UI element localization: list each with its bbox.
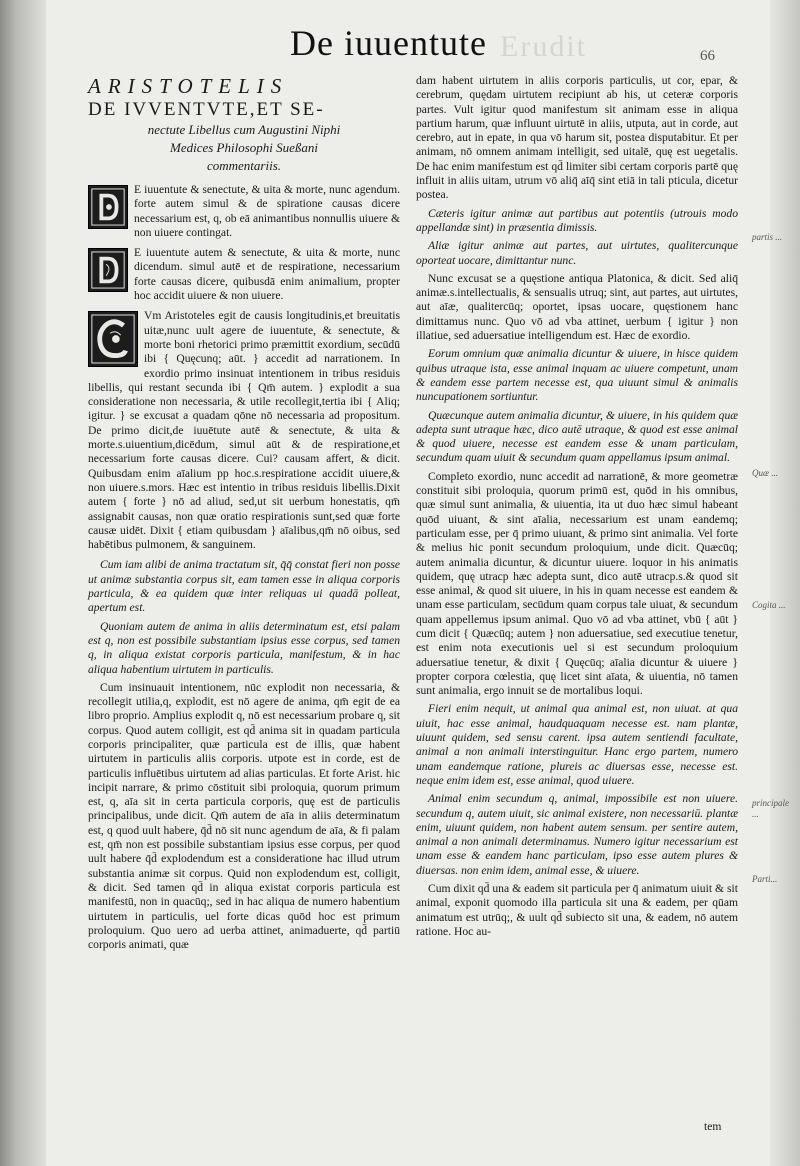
paragraph: Cum dixit qd̄ una & eadem sit particula per q̄ animatum uiuit & sit animal, exponit quomodo illa particula sit una & eadem, per qūam animatum est utrūq;, & uult qd̄ subiecto sit una, & eadem, nō autem ratione. Hoc au-	[416, 882, 738, 938]
text-block	[88, 309, 400, 552]
binding-shadow	[0, 0, 46, 1166]
margin-note: Quæ ...	[752, 468, 779, 478]
paragraph: Quoniam autem de anima in aliis determinatum est, etsi palam est q, non est possibile substantiam ipsius esse corpus, sed tamen q, in aliqua existat corporis particula, manifestum, & in hac aliqua habentium uirtutem in particulis.	[88, 619, 400, 676]
treatise-title	[88, 74, 400, 175]
paragraph-text: E iuuentute & senectute, & uita & morte, nunc agendum. forte autem simul & de spiratione causas dicere necessarium est, q, ob eā animantibus nonnullis uiuere & non uiuere contingat.	[134, 183, 400, 239]
left-column	[88, 74, 400, 956]
margin-note: Cogita ...	[752, 600, 786, 610]
paragraph: Animal enim secundum q, animal, impossibile est non uiuere. secundum q, autem uiuit, sic animal existere, non necessariū. plantæ enim, uiuunt quidem, non habent autem sensum. per sentire autem, animal a non animali determinamus. Numero igitur necessarium est unam esse & eandem hanc particulam, ipso esse autem plures & diuersas. non enim idem, animal esse, & uiuere.	[416, 792, 738, 877]
paragraph: Eorum omnium quæ animalia dicuntur & uiuere, in hisce quidem quibus utraque ista, esse animal inquam ac uiuere competunt, unam & eandem esse partem necesse est, qua uiuunt simul & animalis nuncupationem sortiuntur.	[416, 347, 738, 404]
folio-number: 66	[700, 48, 715, 64]
catchword: tem	[704, 1120, 722, 1133]
page-edge-shadow	[770, 0, 800, 1166]
paragraph: dam habent uirtutem in aliis corporis particulis, ut cor, epar, & cerebrum, quędam uirtutem recipiunt ab his, ut ceteræ corporis partes. Vult igitur quod manifestum sit animam esse in aliqua partium harum, quæ influunt uirtutē in aliis, utputa, aut in corde, aut cerebro, aut in epate, in qua vō harum sit, postea disputabitur. Et per animam, nō omnem animam intelligit, sed uitalē, quę est uegetalis. De hac enim manifestum est qd̄ limiter sibi certam corporis partē quę influit in aliis uitam, utrum vō aliq̄ aīq̄ sint etiā in tali pticula, dicetur postea.	[416, 74, 738, 202]
paragraph: Fieri enim nequit, ut animal qua animal est, non uiuat. at qua uiuit, hac esse animal, haudquaquam necesse est. nam plantæ, uiuunt quidem, sed sensu carent. ipsa autem sentiendi facultate, animal a non animali interstinguitur. Hanc ergo partem, numero unam eandemque ratione, plureis ac diuersas esse, necesse est. neque enim idem est, esse animal, quod uiuere.	[416, 702, 738, 787]
decorated-initial-d-icon	[88, 185, 128, 229]
paragraph: Cum insinuauit intentionem, nūc explodit non necessaria, & recollegit utilia,q, explodit, est nō agere de anima, qm̄ egit de ea libro proprio. Amplius explodit q, nō est necessarium probare q, sit corpus. Quod autem colligit, est qd̄ anima sit in quadam particula corporis principaliter, quæ particula est de illis, quæ habent uirtutem in particulis aliis corporis. utpote est in corde, est de particulis influētibus uirtutem ad alias particulas. Et forte Arist. hic incipit narrare, & primo cōstituit sibi proloquia, quorum primum est, q, aīa sit in certa particula corporis, quę est de particulis principalibus, unde dicit. Qm̄ autem de aīa in aliis determinatum est, q quod uult habere, q̄d̄ nō sit nunc agendum de aīa, & fi palam est, qm̄ non est possibile substantiam ipsius esse corpus, per quod uult habere q̄d̄ explodendum est a consideratione hac illud utrum substantia animæ sit corpus. Quid non explodendum est, colligit, & dicit. Sed tamen qd̄ in aliqua existat corporis particula est manifestū, non in quacūq;, sed in hac aliqua de numero habentium uirtutem in particulis, uel forte dicas quōd hoc est primum proloquium. Quo uero ad uerba attinet, animaduerte, qd̄ partiū corporis animati, quæ	[88, 680, 400, 952]
margin-note: Parti...	[752, 874, 778, 884]
title-line: Medices Philosophi Sueßani	[169, 140, 319, 155]
decorated-initial-d-icon	[88, 248, 128, 292]
title-line: ARISTOTELIS	[88, 74, 289, 98]
paragraph: Quæcunque autem animalia dicuntur, & uiuere, in his quidem quæ adepta sunt utraque hæc, dico autē utraque, & quod est esse animal & quod uiuere, necesse est eandem esse & unam particulam, secundum quam uiuit & secundum quam appellamus ipsum animal.	[416, 408, 738, 465]
paragraph: Nunc excusat se a quęstione antiqua Platonica, & dicit. Sed aliq̄ animæ.s.intellectualis, & sensualis utruq; sint, aut partes, aut uirtutes, aut aīæ, qualitercūq; oportet, ipsas uocare, quęstionem hanc dimittamus nunc. Quo vō ad vba attinet, uerbum { igitur } non illatiue, sed aduersatiue intelligendum est. Hæc de exordio.	[416, 271, 738, 343]
paragraph: Cum iam alibi de anima tractatum sit, q̄q̄ constat fieri non posse ut animæ substantia corpus sit, eam tamen esse in aliqua corporis particula, & ea quidem quæ inter reliquas ui quadā polleat, apertum est.	[88, 558, 400, 615]
paragraph-text: Vm Aristoteles egit de causis longitudinis,et breuitatis uitæ,nunc uult agere de iuuentute, & senectute, & morte boni rhetorici primo præmittit exordium, secūdū ibi { Quęcunq; aūt. } accedit ad narrationem. In exordio primo insinuat intentionem in tribus residuis libellis, qui restant secunda ibi { Qm̄ autem. } explodit a sua consideratione non necessaria, & utile recollegit,tertia ibi { Aliq; igitur. } se excusat a quadam qōne nō necessaria ad propositum. De primo dicit,de iuuētute autē & senectute, & uita & morte.s.uiuentium,dicēdum, simul aūt & de respiratione,et necessarium forte causas dicere. Cui? causam affert, & dicit. Quibusdam enim aīalium pp hoc.s.respiratione accidit uiuere,& non uiuere.s.mors. Hæc est intentio in tribus residuis libellis.Dixit autem { forte } nō ad aliud, sed,ut sit uerbum honestatis, qm̄ assignabit causas, non quæ oratio respirationis sunt,sed quæ forte causæ uidēt. Dixit { etiam quibusdam } aīalibus,qm̄ nō oibus, sed habētibus pulmonem, & sanguinem.	[88, 309, 400, 552]
paragraph: Completo exordio, nunc accedit ad narrationē, & more geometræ constituit sibi proloquia, quorum primū est, quōd in his omnibus, quæ simul sunt animalia, & uiuentia, ita ut duo hæc simul habeant quōd uiuant, & sint aīalia, necessarium est unam eandemq; particulam esse, per q̄ primo uiuant, & primo sint animalia. Vel forte & melius hic ponit secundum proloquium, unde dicit. Quæcūq; autem animalia dicuntur, & dicuntur uiuere. loquor in his animatis quidem, quę utracp hæc adepta sunt, dico autē utracp.s.& quod sit esse animal, & quod sit uiuere, in his in quam necesse est eandem & unam esse particulam, secūdum quam corpus tale uiuat, & secundum quam appellemus ipsum animal. Quo vō ad vba attinet, vbū { aūt } cum dicit { Quæcūq; autem } non aduersatiue, sed executiue tenetur, est enim nota executionis uel si est secundum proloquium aduersatiue tenetur, & dixit { Quęcūq; aīalia dicuntur & uiuere } propter corpora cœlestia, quę licet sint aīata, & uiuentia, nō tamen sunt animalia, ergo innuit se de mortalibus loqui.	[416, 469, 738, 698]
text-block	[88, 183, 400, 240]
running-head: De iuuentute	[290, 23, 487, 63]
decorated-initial-c-icon	[88, 311, 138, 367]
paragraph: Cæteris igitur animæ aut partibus aut potentiis (utrouis modo appellandæ sint) in præsentia dimissis.	[416, 206, 738, 234]
text-block	[88, 246, 400, 303]
paragraph: Aliæ igitur animæ aut partes, aut uirtutes, qualitercunque oporteat uocare, dimittantur nunc.	[416, 239, 738, 267]
margin-note: principale ...	[752, 798, 789, 819]
title-line: nectute Libellus cum Augustini Niphi	[147, 122, 341, 137]
bleed-through-text: Erudit	[500, 30, 587, 63]
title-line: commentariis.	[206, 158, 282, 173]
right-column	[416, 74, 738, 943]
margin-note: partis ...	[752, 232, 783, 242]
title-line: DE IVVENTVTE,ET SE-	[88, 99, 325, 120]
paragraph-text: E iuuentute autem & senectute, & uita & morte, nunc dicendum. simul autē et de respiratione, necessarium forte causas dicere, quibusdā enim animalium, propter hoc accidit uiuere & non uiuere.	[134, 246, 400, 303]
